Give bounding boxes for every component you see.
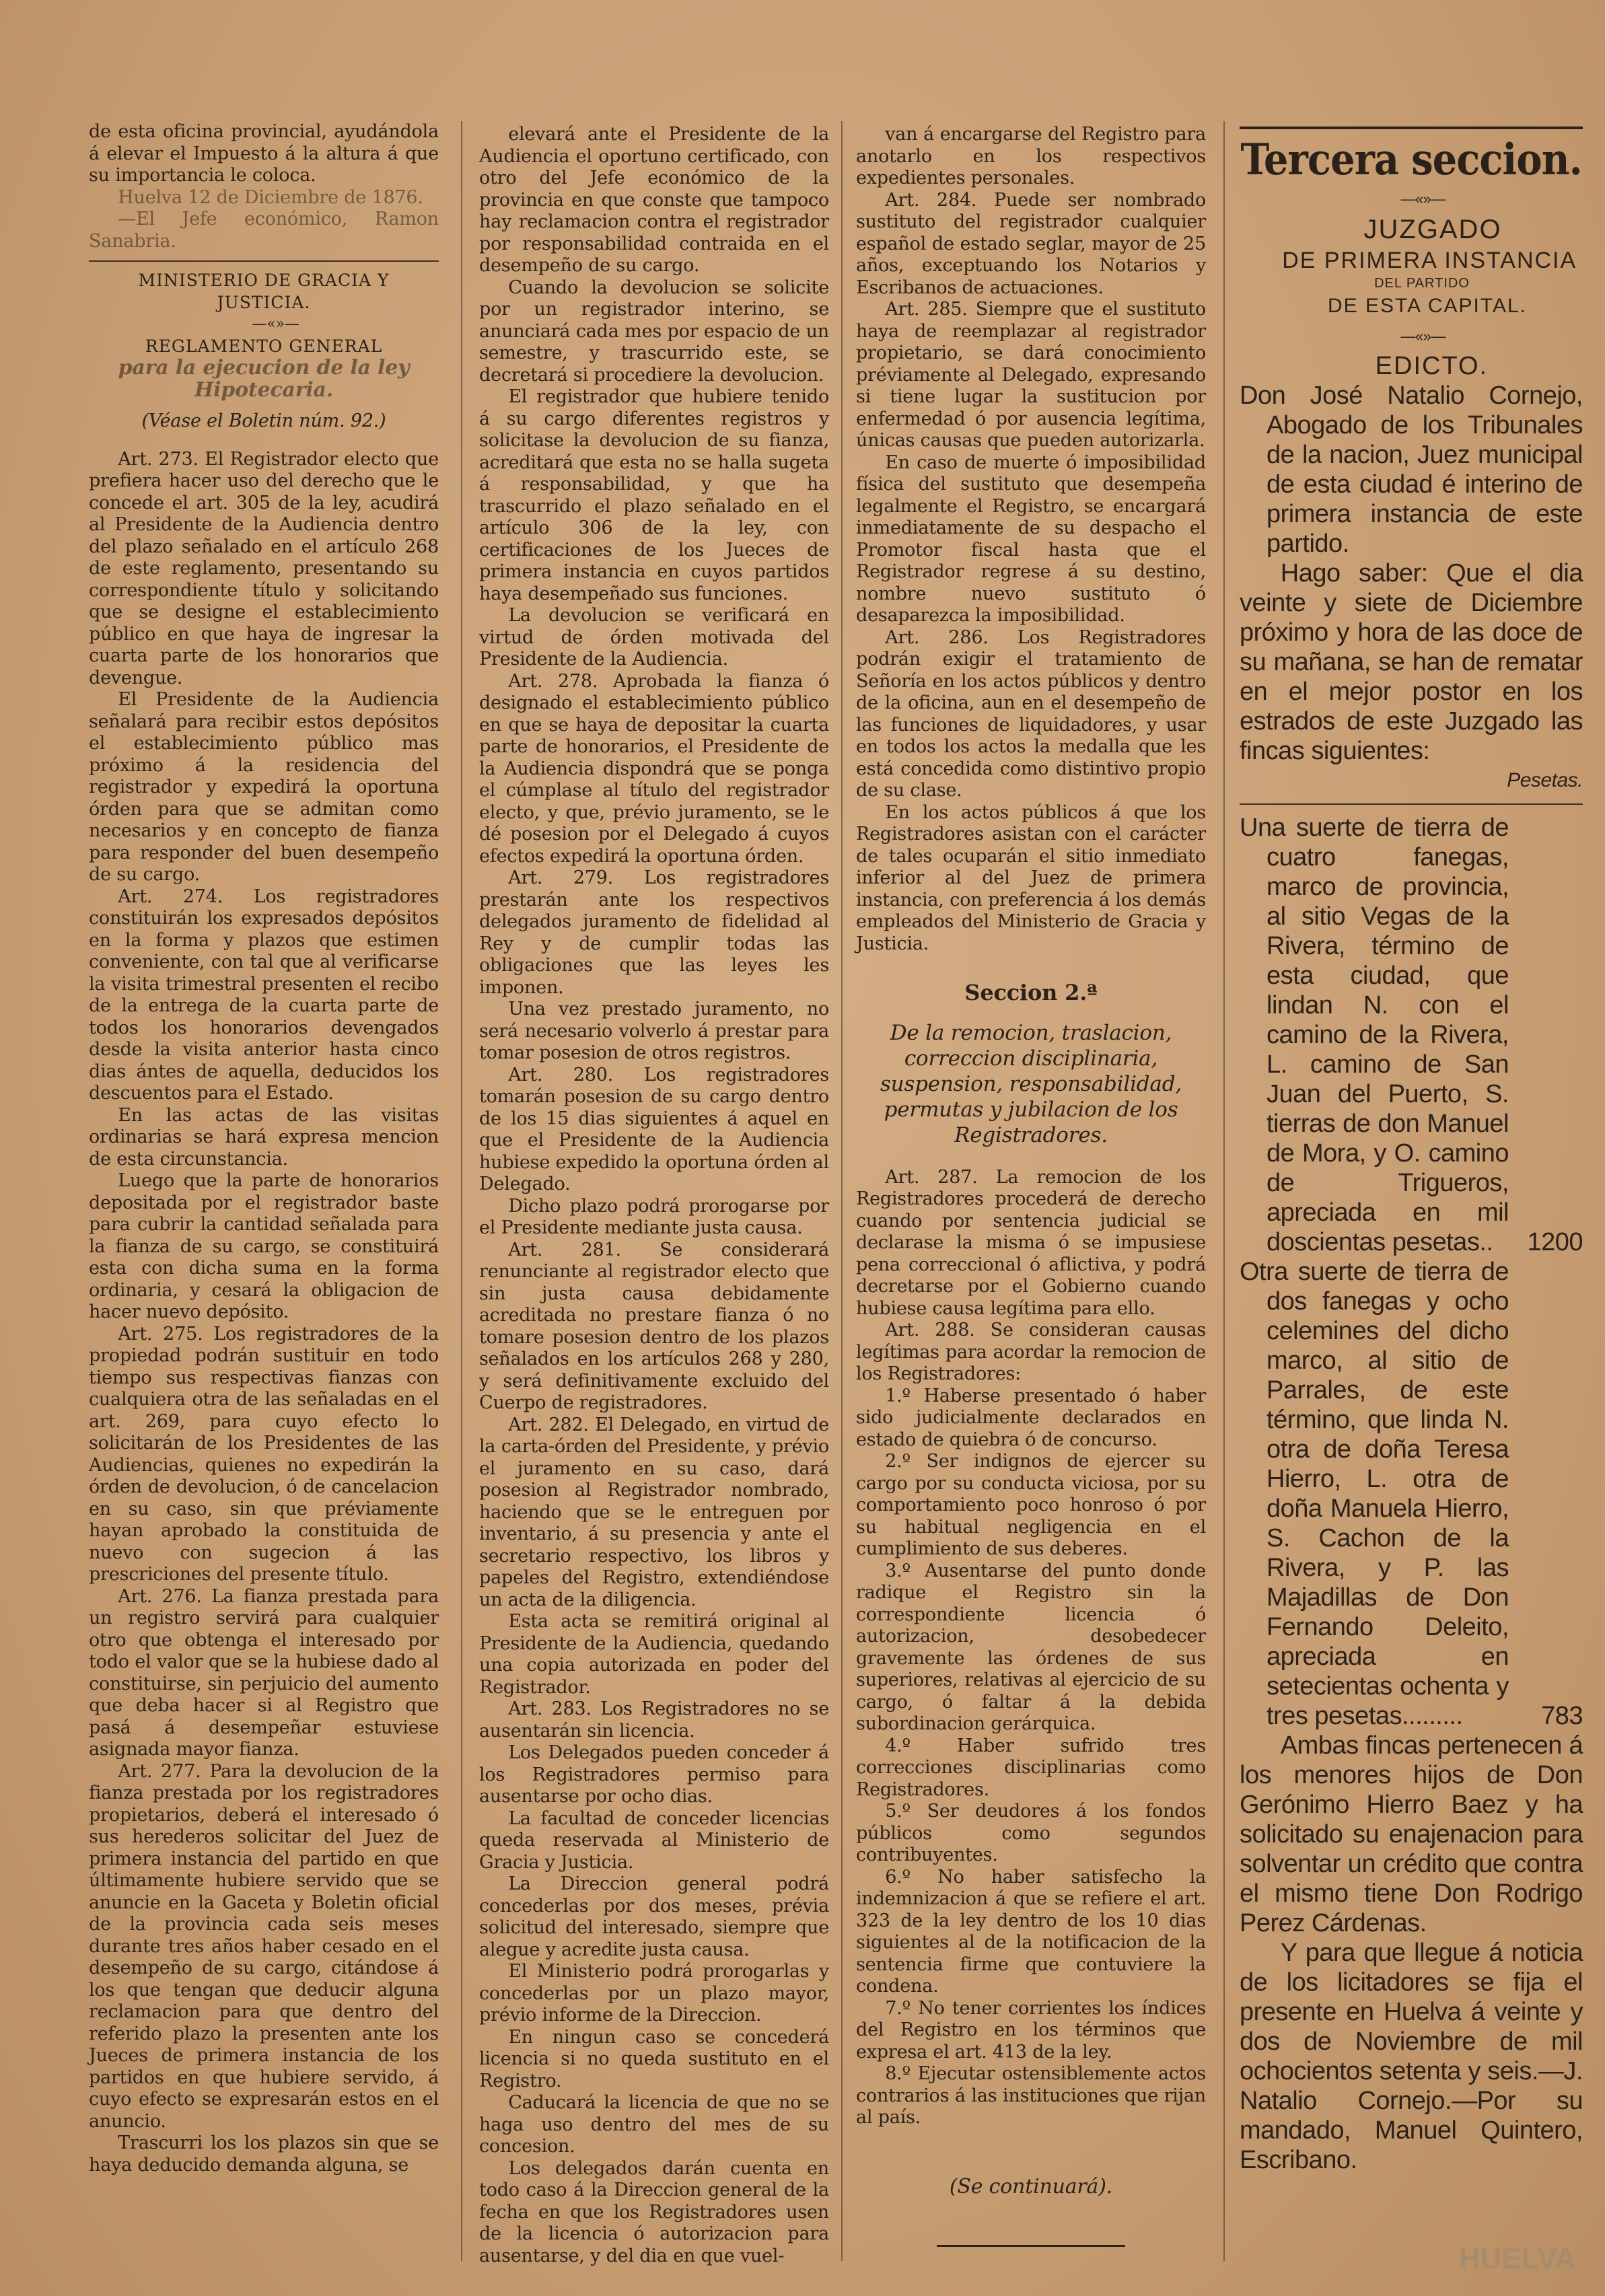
paragraph: Cuando la devolucion se solicite por un registrador interino, se anunciará cada mes por espacio de un semestre, y trascurrido este, se decretará si procediere la devolucion. <box>479 277 829 386</box>
col3-body-a <box>856 124 1206 955</box>
edicto-heading: EDICTO. <box>1375 352 1489 380</box>
paragraph: Art. 285. Siempre que el sustituto haya de reemplazar al registrador propietario, se dará conocimiento préviamente al Delegado, expresando si tiene lugar la sustitucion por enfermedad ó por ausencia legítima, únicas causas que pueden autorizarla. <box>856 299 1206 451</box>
paragraph: 4.º Haber sufrido tres correcciones disciplinarias como Registradores. <box>856 1735 1206 1800</box>
col1-intro: de esta oficina provincial, ayudándola á elevar el Impuesto á la altura á que su importancia le coloca. <box>89 121 439 186</box>
juzgado-heading: JUZGADO <box>1363 215 1502 244</box>
see-reference: (Véase el Boletin núm. 92.) <box>141 410 386 431</box>
finca-item <box>1240 813 1583 1257</box>
paragraph: 2.º Ser indignos de ejercer su cargo por su conducta viciosa, por su comportamiento poco honroso ó por su habitual negligencia en el cumplimiento de sus deberes. <box>856 1451 1206 1559</box>
paragraph: El Ministerio podrá prorogarlas y concederlas por un plazo mayor, prévio informe de la Direccion. <box>479 1961 829 2025</box>
paragraph: Los Delegados pueden conceder á los Registradores permiso para ausentarse por ocho dias. <box>479 1742 829 1807</box>
column-rule <box>841 121 843 2261</box>
pesetas-header: Pesetas. <box>1507 769 1583 791</box>
finca-description: Otra suerte de tierra de dos fanegas y ocho celemines del dicho marco, al sitio de Parrales, de este término, que linda N. otra de doña Teresa Hierro, L. otra de doña Manuela Hierro, S. Cachon de la Rivera, y P. las Majadillas de Don Fernando Deleito, apreciada en setecientas ochenta y tres pesetas......... <box>1240 1258 1509 1730</box>
finca-item <box>1240 1257 1583 1731</box>
column-1 <box>89 121 439 2176</box>
paragraph: Art. 281. Se considerará renunciante al registrador electo que sin justa causa debidamente acreditada no prestare fianza ó no tomare posesion dentro de los plazos señalados en los artículos 268 y 280, y será definitivamente excluido del Cuerpo de registradores. <box>479 1239 829 1413</box>
paragraph: van á encargarse del Registro para anotarlo en los respectivos expedientes personales. <box>856 124 1206 188</box>
paragraph: Art. 277. Para la devolucion de la fianza prestada por los registradores propietarios, deberá el interesado ó sus herederos solicitar del Juez de primera instancia del partido en que últimamente hubiere servido que se anuncie en la Gaceta y Boletin oficial de la provincia cada seis meses durante tres años haber cesado en el desempeño de su cargo, citándose á los que tengan que deducir alguna reclamacion para que dentro del referido plazo la presenten ante los Jueces de primera instancia de los partidos en que hubiere servido, á cuyo efecto se expresarán estos en el anuncio. <box>89 1760 439 2132</box>
paragraph: Trascurri los los plazos sin que se haya deducido demanda alguna, se <box>89 2132 439 2176</box>
edicto-intro: Don José Natalio Cornejo, Abogado de los Tribunales de la nacion, Juez municipal de esta ciudad é interino de primera instancia de este partido. <box>1240 382 1583 558</box>
col1-dateline: Huelva 12 de Diciembre de 1876. <box>118 186 423 208</box>
finca-description: Una suerte de tierra de cuatro fanegas, marco de provincia, al sitio Vegas de la Rivera, término de esta ciudad, que lindan N. con el camino de la Rivera, L. camino de San Juan del Puerto, S. tierras de don Manuel de Mora, y O. camino de Trigueros, apreciada en mil doscientas pesetas.. <box>1240 814 1509 1256</box>
capital-heading: DE ESTA CAPITAL. <box>1328 295 1527 317</box>
del-partido: DEL PARTIDO <box>1374 276 1470 291</box>
paragraph: Art. 283. Los Registradores no se ausentarán sin licencia. <box>479 1698 829 1742</box>
para-paragraph: Y para que llegue á noticia de los licitadores se fija el presente en Huelva á veinte y dos de Noviembre de mil ochocientos setenta y seis.—J. Natalio Cornejo.—Por su mandado, Manuel Quintero, Escribano. <box>1240 1939 1583 2174</box>
ambas-paragraph: Ambas fincas pertenecen á los menores hijos de Don Gerónimo Hierro Baez y ha solicitado su enajenacion para solventar un crédito que contra el mismo tiene Don Rodrigo Perez Cárdenas. <box>1240 1731 1583 1937</box>
paragraph: El registrador que hubiere tenido á su cargo diferentes registros y solicitase la devolucion de su fianza, acreditará que esta no se halla sugeta á responsabilidad, y que ha trascurrido el plazo señalado en el artículo 306 de la ley, con certificaciones de los Jueces de primera instancia en cuyos partidos haya desempeñado sus funciones. <box>479 386 829 604</box>
paragraph: 7.º No tener corrientes los índices del Registro en los términos que expresa el art. 413 de la ley. <box>856 1997 1206 2062</box>
paragraph: La Direccion general podrá concederlas por dos meses, prévia solicitud del interesado, siempre que alegue y acredite justa causa. <box>479 1873 829 1960</box>
paragraph: Art. 280. Los registradores tomarán posesion de su cargo dentro de los 15 dias siguientes á aquel en que el Presidente de la Audiencia hubiese expedido la oportuna órden al Delegado. <box>479 1064 829 1194</box>
watermark-stamp: HUELVA <box>1458 2242 1577 2275</box>
instancia-heading: DE PRIMERA INSTANCIA <box>1282 248 1577 273</box>
paragraph: En las actas de las visitas ordinarias se hará expresa mencion de esta circunstancia. <box>89 1104 439 1170</box>
fincas-list <box>1240 813 1583 1731</box>
finca-amount: 1200 <box>1527 1228 1583 1256</box>
paragraph: Esta acta se remitirá original al Presidente de la Audiencia, quedando una copia autorizada en poder del Registrador. <box>479 1611 829 1698</box>
paragraph: Art. 275. Los registradores de la propiedad podrán sustituir en todo tiempo sus respectivas fianzas con cualquiera otra de las señaladas en el art. 269, para cuyo efecto lo solicitarán de los Presidentes de las Audiencias, quienes no expedirán la órden de devolucion, ó de cancelacion en su caso, sin que préviamente hayan aprobado la constituida de nuevo con sugecion á las prescriciones del presente título. <box>89 1323 439 1585</box>
paragraph: Luego que la parte de honorarios depositada por el registrador baste para cubrir la cantidad señalada para la fianza de su cargo, se constituirá esta con dicha suma en la forma ordinaria, y cesará la obligacion de hacer nuevo depósito. <box>89 1170 439 1322</box>
paragraph: Art. 282. El Delegado, en virtud de la carta-órden del Presidente, y prévio el juramento en su caso, dará posesion al Registrador nombrado, haciendo que se le entreguen por inventario, á su presencia y ante el secretario respectivo, los libros y papeles del Registro, extendiéndose un acta de la diligencia. <box>479 1414 829 1610</box>
end-rule <box>937 2245 1125 2247</box>
ornament: —«»— <box>252 316 299 332</box>
section-title: Tercera seccion. <box>1240 127 1583 184</box>
col1-body <box>89 449 439 2177</box>
column-2 <box>479 124 829 2267</box>
col1-divider <box>89 260 439 262</box>
reglamento-subtitle: para la ejecucion de la ley Hipotecaria. <box>118 356 410 402</box>
ornament: —«»— <box>1400 190 1446 207</box>
paragraph: Caducará la licencia de que no se haga uso dentro del mes de su concesion. <box>479 2092 829 2157</box>
column-4 <box>1240 121 1583 2175</box>
col3-body-b <box>856 1167 1206 2129</box>
paragraph: En caso de muerte ó imposibilidad física del sustituto que desempeña legalmente el Registro, se encargará inmediatamente de su despacho el Promotor fiscal hasta que el Registrador regrese á su destino, nombre nuevo sustituto ó desaparezca la imposibilidad. <box>856 452 1206 626</box>
paragraph: 8.º Ejecutar ostensiblemente actos contrarios á las instituciones que rijan al país. <box>856 2063 1206 2128</box>
col4-divider <box>1240 803 1583 805</box>
seccion-heading: Seccion 2.ª <box>964 980 1098 1005</box>
paragraph: El Presidente de la Audiencia señalará para recibir estos depósitos el establecimiento público mas próximo á la residencia del registrador y expedirá la oportuna órden para que se admitan como necesarios y en concepto de fianza para responder del buen desempeño de su cargo. <box>89 689 439 885</box>
paragraph: La facultad de conceder licencias queda reservada al Ministerio de Gracia y Justicia. <box>479 1807 829 1873</box>
column-3 <box>856 124 1206 2247</box>
column-rule <box>1223 121 1225 2261</box>
paragraph: Art. 287. La remocion de los Registradores procederá de derecho cuando por sentencia judicial se declarase la misma ó se impusiese pena correccional ó aflictiva, y podrá decretarse por el Gobierno cuando hubiese causa legítima para ello. <box>856 1166 1206 1319</box>
paragraph: Dicho plazo podrá prorogarse por el Presidente mediante justa causa. <box>479 1195 829 1238</box>
paragraph: Art. 276. La fianza prestada para un registro servirá para cualquier otro que obtenga el interesado por todo el valor que se la hubiese dado al constituirse, sin perjuicio del aumento que deba hacer si al Registro que pasá á desempeñar estuviese asignada mayor fianza. <box>89 1585 439 1760</box>
paragraph: En los actos públicos á que los Registradores asistan con el carácter de tales ocuparán el sitio inmediato inferior al del Juez de primera instancia, con preferencia á los demás empleados del Ministerio de Gracia y Justicia. <box>856 801 1206 954</box>
seccion-subtitle: De la remocion, traslacion, correccion disciplinaria, suspension, responsabilidad, permutas y jubilacion de los Registradores. <box>880 1020 1182 1147</box>
hago-saber: Hago saber: Que el dia veinte y siete de Diciembre próximo y hora de las doce de su mañana, se han de rematar en el mejor postor en los estrados de este Juzgado las fincas siguientes: <box>1240 559 1583 765</box>
col2-body <box>479 124 829 2267</box>
reglamento-heading: REGLAMENTO GENERAL <box>145 336 383 356</box>
paragraph: Una vez prestado juramento, no será necesario volverlo á prestar para tomar posesion de otros registros. <box>479 999 829 1063</box>
paragraph: Art. 279. Los registradores prestarán ante los respectivos delegados juramento de fidelidad al Rey y de cumplir todas las obligaciones que las leyes les imponen. <box>479 867 829 998</box>
ornament: —«»— <box>1400 328 1446 345</box>
col1-signature: —El Jefe económico, Ramon Sanabria. <box>89 209 439 252</box>
finca-amount: 783 <box>1541 1702 1583 1730</box>
paragraph: Art. 274. Los registradores constituirán los expresados depósitos en la forma y plazos que estimen conveniente, con tal que al verificarse la visita trimestral presenten el recibo de la entrega de la cuarta parte de todos los honorarios devengados desde la visita anterior hasta cinco dias ántes de aquella, deducidos los descuentos para el Estado. <box>89 886 439 1104</box>
paragraph: En ningun caso se concederá licencia si no queda sustituto en el Registro. <box>479 2026 829 2091</box>
ministry-heading: MINISTERIO DE GRACIA Y JUSTICIA. <box>138 271 390 312</box>
paragraph: elevará ante el Presidente de la Audiencia el oportuno certificado, con otro del Jefe económico de la provincia en que conste que tampoco hay reclamacion contra el registrador por responsabilidad contraida en el desempeño de su cargo. <box>479 124 829 276</box>
paragraph: La devolucion se verificará en virtud de órden motivada del Presidente de la Audiencia. <box>479 605 829 670</box>
paragraph: Art. 288. Se consideran causas legítimas para acordar la remocion de los Registradores: <box>856 1320 1206 1384</box>
column-rule <box>461 121 462 2261</box>
paragraph: 5.º Ser deudores á los fondos públicos como segundos contribuyentes. <box>856 1801 1206 1865</box>
paragraph: Art. 273. El Registrador electo que prefiera hacer uso del derecho que le concede el art. 305 de la ley, acudirá al Presidente de la Audiencia dentro del plazo señalado en el artículo 268 de este reglamento, presentando su correspondiente título y solicitando que se designe el establecimiento público en que haya de ingresar la cuarta parte de los honorarios que devengue. <box>89 448 439 688</box>
paragraph: Art. 286. Los Registradores podrán exigir el tratamiento de Señoría en los actos públicos y dentro de la oficina, aun en el desempeño de las funciones de liquidadores, y usar en todos los actos la medalla que les está concedida como distintivo propio de su clase. <box>856 626 1206 801</box>
paragraph: 1.º Haberse presentado ó haber sido judicialmente declarados en estado de quiebra ó de concurso. <box>856 1385 1206 1450</box>
paragraph: Los delegados darán cuenta en todo caso á la Direccion general de la fecha en que los Registradores usen de la licencia ó autorizacion para ausentarse, y del dia en que vuel- <box>479 2157 829 2266</box>
paragraph: Art. 278. Aprobada la fianza ó designado el establecimiento público en que se haya de depositar la cuarta parte de honorarios, el Presidente de la Audiencia dispondrá que se ponga el cúmplase al título del registrador electo, y que, prévio juramento, se le dé posesion por el Delegado á cuyos efectos expedirá la oportuna órden. <box>479 670 829 867</box>
paragraph: 6.º No haber satisfecho la indemnizacion á que se refiere el art. 323 de la ley dentro de los 10 dias siguientes al de la notificacion de la sentencia firme que contuviere la condena. <box>856 1866 1206 1997</box>
continuara: (Se continuará). <box>949 2174 1113 2198</box>
paragraph: 3.º Ausentarse del punto donde radique el Registro sin la correspondiente licencia ó autorizacion, desobedecer gravemente las órdenes de sus superiores, relativas al ejercicio de su cargo, ó faltar á la debida subordinacion gerárquica. <box>856 1560 1206 1734</box>
paragraph: Art. 284. Puede ser nombrado sustituto del registrador cualquier español de estado seglar, mayor de 25 años, exceptuando los Notarios y Escribanos de actuaciones. <box>856 189 1206 298</box>
